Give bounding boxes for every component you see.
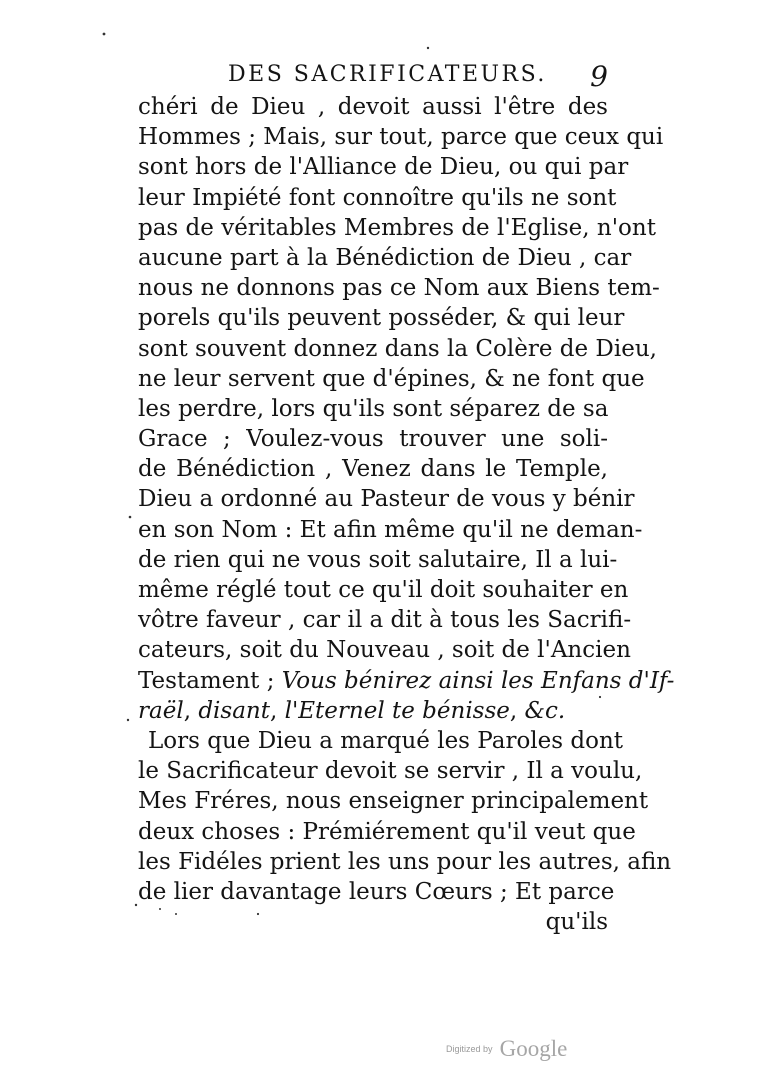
text-line: les perdre, lors qu'ils sont séparez de sa: [138, 395, 609, 422]
text-line: deux choses : Prémiérement qu'il veut que: [138, 818, 636, 845]
text-italic: l'Eternel te bénisse: [284, 697, 510, 724]
text-line: Mes Fréres, nous enseigner principalement: [138, 788, 649, 815]
digitization-watermark: [446, 1036, 567, 1066]
text-italic: Vous bénirez ainsi les Enfans d'If-: [281, 667, 675, 694]
text-line: Grace ; Voulez-vous trouver une soli-: [138, 426, 608, 453]
text-line: de rien qui ne vous soit salutaire, Il a lui-: [138, 546, 618, 573]
text-line: pas de véritables Membres de l'Eglise, n'ont: [138, 214, 656, 241]
text-line: le Sacrificateur devoit se servir , Il a voulu,: [138, 758, 643, 785]
running-head: DES SACRIFICATEURS.: [228, 62, 547, 87]
text-line: chéri de Dieu , devoit aussi l'être des: [138, 94, 608, 120]
text-italic: &c.: [524, 697, 566, 724]
text-line: cateurs, soit du Nouveau , soit de l'Ancien: [138, 637, 631, 664]
catchword: qu'ils: [545, 909, 608, 936]
text-roman: ,: [183, 697, 199, 724]
page-number: 9: [590, 60, 608, 93]
text-italic: disant: [198, 697, 270, 724]
text-line: Lors que Dieu a marqué les Paroles dont: [148, 727, 624, 754]
text-roman: ,: [509, 697, 525, 724]
text-line: les Fidéles prient les uns pour les autres, afin: [138, 848, 672, 875]
ink-speck: [127, 719, 129, 721]
text-line: en son Nom : Et afin même qu'il ne deman-: [138, 516, 643, 543]
text-line: Dieu a ordonné au Pasteur de vous y bénir: [138, 486, 635, 513]
text-line: vôtre faveur , car il a dit à tous les Sacrifi-: [138, 607, 632, 634]
text-roman: Testament ;: [138, 667, 282, 694]
body-text: [138, 92, 675, 937]
ink-speck: [129, 516, 132, 519]
text-roman: ,: [269, 697, 285, 724]
text-line: Hommes ; Mais, sur tout, parce que ceux qui: [138, 124, 664, 151]
text-line: aucune part à la Bénédiction de Dieu , car: [138, 244, 632, 271]
text-line: sont souvent donnez dans la Colère de Dieu,: [138, 335, 657, 362]
text-line: leur Impiété font connoître qu'ils ne sont: [138, 184, 617, 211]
text-line: nous ne donnons pas ce Nom aux Biens tem-: [138, 275, 660, 302]
text-line: même réglé tout ce qu'il doit souhaiter en: [138, 577, 629, 603]
text-italic: raël: [138, 697, 184, 724]
text-line: de lier davantage leurs Cœurs ; Et parce: [138, 878, 615, 905]
ink-speck: [103, 33, 106, 36]
digitized-by-label: Digitized by: [446, 1044, 493, 1054]
text-line: de Bénédiction , Venez dans le Temple,: [138, 456, 608, 483]
ink-speck: [135, 904, 137, 906]
text-line: [138, 666, 675, 696]
ink-speck: [427, 47, 429, 49]
text-line: ne leur servent que d'épines, & ne font que: [138, 365, 645, 392]
text-line: sont hors de l'Alliance de Dieu, ou qui par: [138, 154, 629, 181]
text-line: porels qu'ils peuvent posséder, & qui leur: [138, 305, 625, 332]
google-logo: Google: [499, 1036, 568, 1061]
text-line: [138, 696, 608, 726]
